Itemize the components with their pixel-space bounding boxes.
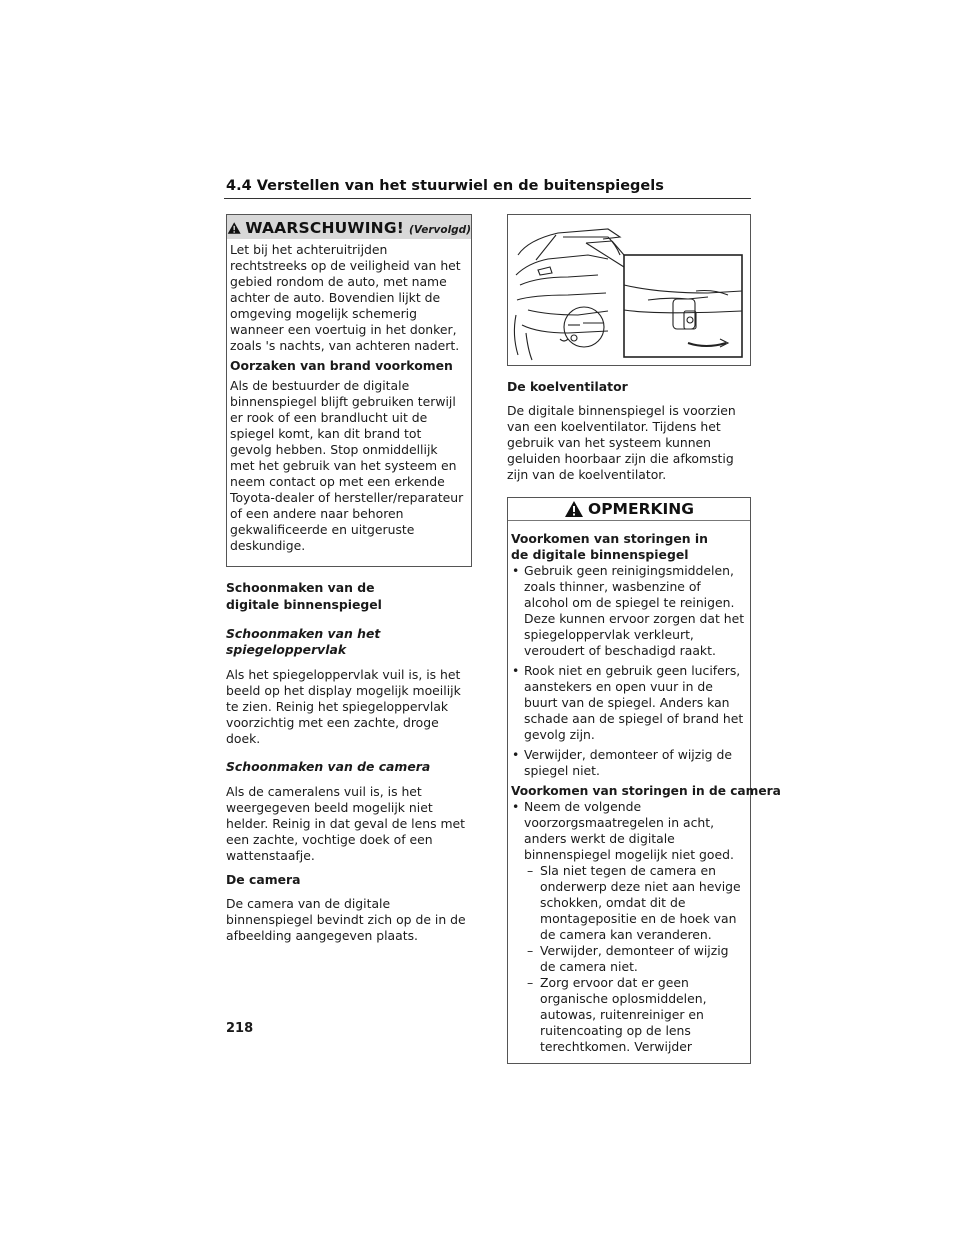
- fan-text: De digitale binnenspiegel is voorzien van een koelventilator. Tijdens het gebruik van het systeem kunnen geluiden hoorbaar zijn die afkomstig zijn van de koelventilator.: [507, 403, 736, 482]
- car-rear-camera-drawing: [508, 215, 750, 365]
- camera-text: De camera van de digitale binnenspiegel bevindt zich op de in de afbeelding aangegeven plaats.: [226, 896, 466, 943]
- list-item: • Verwijder, demonteer of wijzig de spiegel niet.: [511, 747, 746, 779]
- note-header: [508, 498, 750, 521]
- list-item: • Rook niet en gebruik geen lucifers, aanstekers en open vuur in de buurt van de spiegel. Anders kan schade aan de spiegel of brand het gevolg zijn.: [511, 663, 746, 743]
- warning-subtitle: (Vervolgd): [409, 223, 471, 236]
- dash-list: [524, 863, 746, 1055]
- note-list-camera: [511, 799, 746, 1055]
- fire-heading: Oorzaken van brand voorkomen: [230, 358, 453, 373]
- warning-title: WAARSCHUWING!: [245, 219, 405, 237]
- warning-body: [227, 242, 471, 554]
- list-item: [511, 799, 746, 1055]
- section-title: 4.4 Verstellen van het stuurwiel en de buitenspiegels: [226, 178, 664, 194]
- left-column: [226, 214, 471, 944]
- note-list-mirror: [511, 563, 746, 779]
- warning-box: [226, 214, 472, 567]
- list-item-text: Neem de volgende voorzorgsmaatregelen in acht, anders werkt de digitale binnenspiegel mogelijk niet goed.: [524, 799, 734, 862]
- header-rule: [224, 198, 751, 199]
- mirror-cleaning-heading: Schoonmaken van het spiegeloppervlak: [226, 626, 381, 657]
- camera-heading: De camera: [226, 872, 301, 887]
- warning-triangle-icon: [227, 219, 241, 237]
- warning-paragraph: Let bij het achteruitrijden rechtstreeks op de veiligheid van het gebied rondom de auto, met name achter de auto. Bovendien lijkt de omgeving mogelijk schemerig wanneer een voertuig in het donker, zoals 's nachts, van achteren nadert.: [230, 242, 461, 353]
- dash-item: – Verwijder, demonteer of wijzig de camera niet.: [524, 943, 746, 975]
- camera-location-illustration: [507, 214, 751, 366]
- note-title: OPMERKING: [588, 500, 694, 518]
- warning-triangle-icon: [564, 500, 584, 518]
- note-heading-mirror: Voorkomen van storingen in de digitale binnenspiegel: [511, 531, 708, 562]
- note-heading-camera: Voorkomen van storingen in de camera: [511, 784, 781, 798]
- dash-item: – Zorg ervoor dat er geen organische oplosmiddelen, autowas, ruitenreiniger en ruitencoating op de lens terechtkomen. Verwijder: [524, 975, 746, 1055]
- warning-header: [227, 215, 471, 239]
- warning-paragraph: Als de bestuurder de digitale binnenspiegel blijft gebruiken terwijl er rook of een brandlucht uit de spiegel komt, kan dit brand tot gevolg hebben. Stop onmiddellijk met het gebruik van het systeem en neem contact op met een erkende Toyota-dealer of hersteller/reparateur of een andere naar behoren gekwalificeerde en uitgeruste deskundige.: [230, 378, 464, 553]
- mirror-cleaning-text: Als het spiegeloppervlak vuil is, is het beeld op het display mogelijk moeilijk te zien. Reinig het spiegeloppervlak voorzichtig met een zachte, droge doek.: [226, 667, 461, 746]
- cleaning-heading: Schoonmaken van de digitale binnenspiegel: [226, 580, 382, 612]
- camera-cleaning-heading: Schoonmaken van de camera: [226, 759, 431, 774]
- camera-cleaning-text: Als de cameralens vuil is, is het weergegeven beeld mogelijk niet helder. Reinig in dat geval de lens met een zachte, vochtige doek of een wattenstaafje.: [226, 784, 466, 863]
- right-column: [507, 214, 781, 1064]
- page-number: 218: [226, 1021, 254, 1036]
- list-item: • Gebruik geen reinigingsmiddelen, zoals thinner, wasbenzine of alcohol om de spiegel te reinigen. Deze kunnen ervoor zorgen dat het spiegeloppervlak verkleurt, veroudert of beschadigd raakt.: [511, 563, 746, 659]
- fan-heading: De koelventilator: [507, 379, 628, 394]
- note-box: [507, 497, 781, 1064]
- dash-item: – Sla niet tegen de camera en onderwerp deze niet aan hevige schokken, omdat dit de montagepositie en de hoek van de camera kan veranderen.: [524, 863, 746, 943]
